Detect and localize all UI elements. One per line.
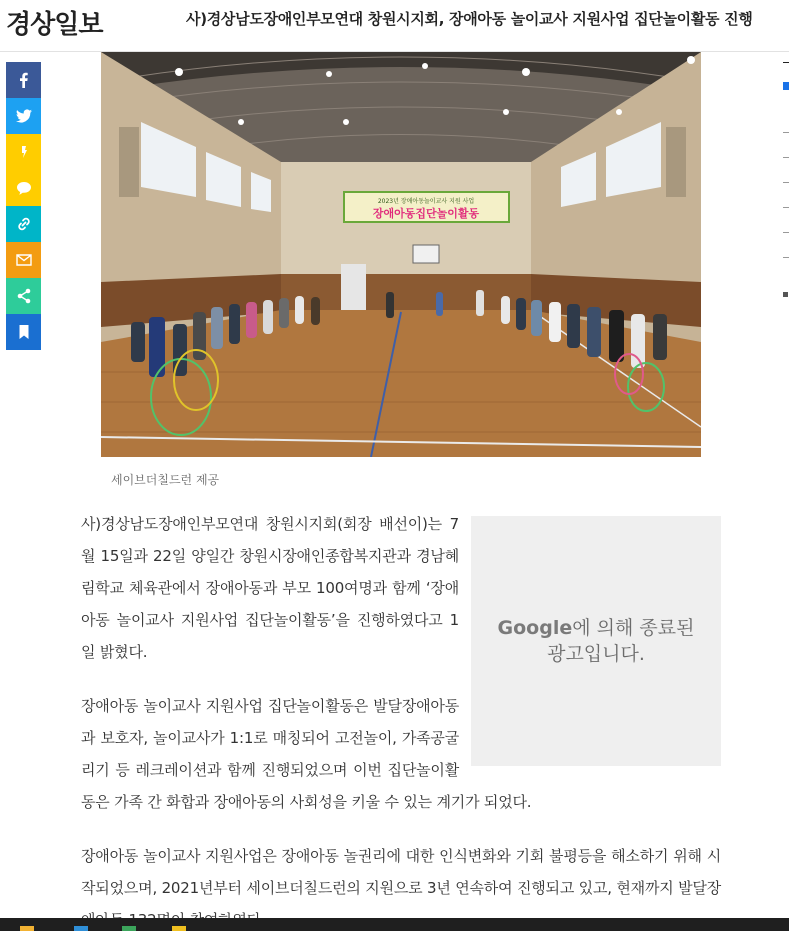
- share-bar: [6, 62, 41, 350]
- folder-icon[interactable]: [172, 926, 186, 931]
- ad-text2: 광고입니다.: [547, 643, 645, 665]
- ad-spacer: [459, 508, 721, 766]
- right-sidebar-edge: [781, 52, 789, 912]
- os-taskbar: [0, 918, 789, 931]
- kakaostory-icon: [16, 144, 32, 160]
- article-photo: [101, 52, 701, 457]
- banner-line2: 장애아동집단놀이활동: [372, 207, 480, 220]
- copy-link-button[interactable]: [6, 206, 41, 242]
- bookmark-button[interactable]: [6, 314, 41, 350]
- photo-caption: 세이브더칠드런 제공: [111, 473, 220, 487]
- share-button[interactable]: [6, 278, 41, 314]
- share-icon: [16, 288, 32, 304]
- article-paragraph-3: 장애아동 놀이교사 지원사업은 장애아동 놀권리에 대한 인식변화와 기회 불평등을 해소하기 위해 시작되었으며, 2021년부터 세이브더칠드런의 지원으로 3년 연속하여 진행되고 있고, 현재까지 발달장: [81, 847, 721, 897]
- bookmark-icon: [16, 324, 32, 340]
- explorer-icon[interactable]: [20, 926, 34, 931]
- article-body: [81, 508, 721, 931]
- banner-line1: 2023년 장애아동놀이교사 지원 사업: [377, 198, 475, 205]
- site-header: [0, 0, 789, 52]
- app-icon[interactable]: [122, 926, 136, 931]
- site-logo[interactable]: 경상일보: [6, 10, 103, 40]
- kakaotalk-icon: [16, 180, 32, 196]
- twitter-share-button[interactable]: [6, 98, 41, 134]
- mail-icon: [16, 252, 32, 268]
- article-paragraph-2: 장애아동 놀이교사 지원사업 집단놀이활동은 발달장애아동과 보호자, 놀이교사가 1:1로 매칭되어 고전놀이, 가족공굴리기 등 레크레이션과 함께 진행되었으며 이번 집단놀이활동은 가족 간 화합과 장애아동의 사회성을 키울 수 있는 계기가 되었다.: [81, 697, 532, 811]
- article-paragraph-1: 사)경상남도장애인부모연대 창원시지회(회장 배선이)는 7월 15일과 22일 양일간 창원시장애인종합복지관과 경남혜림학교 체육관에서 장애아동과 부모 100여명과 함께 ‘장애아동 놀이교사 지원사업 집단놀이활동’을 진행하였다고 1일 밝혔다.: [81, 515, 459, 661]
- kakaostory-share-button[interactable]: [6, 134, 41, 170]
- facebook-share-button[interactable]: [6, 62, 41, 98]
- google-logo-text: Google: [497, 617, 573, 639]
- ad-text1: 에 의해 종료된: [572, 617, 695, 639]
- mail-share-button[interactable]: [6, 242, 41, 278]
- link-icon: [16, 216, 32, 232]
- kakaotalk-share-button[interactable]: [6, 170, 41, 206]
- twitter-icon: [16, 108, 32, 124]
- article-headline: 사)경상남도장애인부모연대 창원시지회, 장애아동 놀이교사 지원사업 집단놀이활동 진행: [186, 10, 753, 28]
- facebook-icon: [16, 72, 32, 88]
- edge-icon[interactable]: [74, 926, 88, 931]
